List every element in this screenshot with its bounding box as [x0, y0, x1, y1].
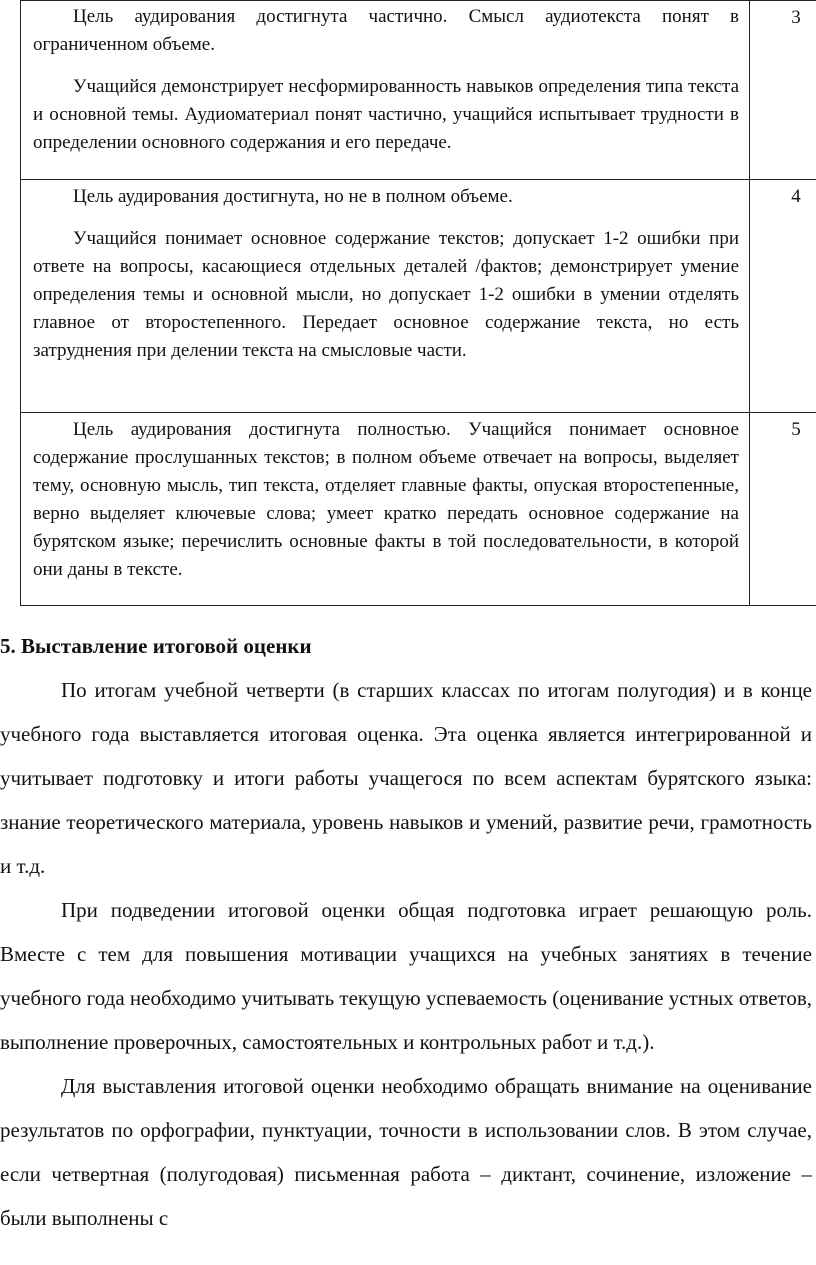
criterion-paragraph: Цель аудирования достигнута полностью. Учащийся понимает основное содержание прослушанных текстов; в полном объеме отвечает на вопросы, выделяет тему, основную мысль, тип текста, отделяет главные факты, опуская второстепенные, верно выделяет ключевые слова; умеет кратко передать основное содержание на бурятском языке; перечислить основные факты в той последовательности, в которой они даны в тексте. [33, 419, 739, 580]
body-paragraph: Для выставления итоговой оценки необходимо обращать внимание на оценивание результатов по орфографии, пунктуации, точности в использовании слов. В этом случае, если четвертная (полугодовая) письменная работа – диктант, сочинение, изложение – были выполнены с [0, 1074, 812, 1230]
table-row [21, 413, 816, 606]
section-heading: 5. Выставление итоговой оценки [0, 634, 312, 658]
criterion-paragraph: Учащийся демонстрирует несформированность навыков определения типа текста и основной темы. Аудиоматериал понят частично, учащийся испытывает трудности в определении основного содержания и его передаче. [33, 76, 739, 153]
body-paragraph: При подведении итоговой оценки общая подготовка играет решающую роль. Вместе с тем для повышения мотивации учащихся на учебных занятиях в течение учебного года необходимо учитывать текущую успеваемость (оценивание устных ответов, выполнение проверочных, самостоятельных и контрольных работ и т.д.). [0, 898, 812, 1054]
criterion-description [21, 1, 750, 180]
criterion-paragraph: Цель аудирования достигнута частично. Смысл аудиотекста понят в ограниченном объеме. [33, 6, 739, 55]
table-row [21, 180, 816, 413]
body-paragraph: По итогам учебной четверти (в старших классах по итогам полугодия) и в конце учебного года выставляется итоговая оценка. Эта оценка является интегрированной и учитывает подготовку и итоги работы учащегося по всем аспектам бурятского языка: знание теоретического материала, уровень навыков и умений, развитие речи, грамотность и т.д. [0, 678, 812, 878]
criterion-paragraph: Учащийся понимает основное содержание текстов; допускает 1-2 ошибки при ответе на вопросы, касающиеся отдельных деталей /фактов; демонстрирует умение определения темы и основной мысли, но допускает 1-2 ошибки в умении отделять главное от второстепенного. Передает основное содержание текста, но есть затруднения при делении текста на смысловые части. [33, 228, 739, 361]
criterion-description [21, 180, 750, 413]
score-cell: 5 [750, 413, 816, 606]
score-cell: 3 [750, 1, 816, 180]
criterion-paragraph: Цель аудирования достигнута, но не в полном объеме. [73, 186, 513, 207]
table-row [21, 1, 816, 180]
criteria-table [20, 0, 816, 606]
final-grade-section [0, 624, 812, 1240]
score-cell: 4 [750, 180, 816, 413]
criterion-description [21, 413, 750, 606]
